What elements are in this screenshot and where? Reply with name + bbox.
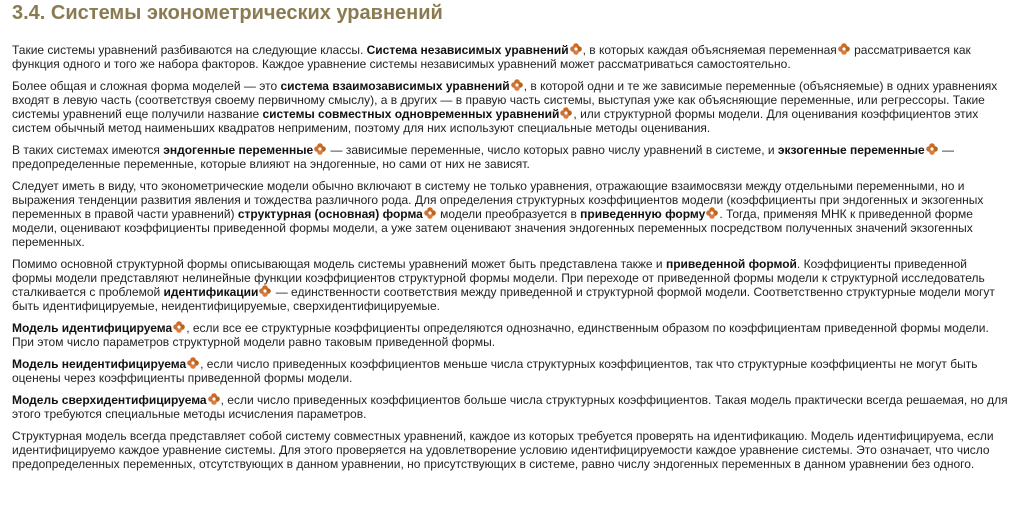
text-run: , если число приведенных коэффициентов меньше числа структурных коэффициентов, так что структурные коэффициенты не могут быть оценены через коэффициенты приведенной формы модели. [12,357,978,385]
paragraph [12,257,1008,313]
term: Модель неидентифицируема [12,357,187,371]
text-run: Более общая и сложная форма моделей — это [12,79,281,93]
paragraph [12,143,1008,171]
glossary-link-icon[interactable] [570,43,582,55]
text-run: В таких системах имеются [12,143,164,157]
text-run: , если число приведенных коэффициентов больше числа структурных коэффициентов. Такая модель практически всегда решаемая, но для этого требуются специальные методы исчисления параметров. [12,393,1008,421]
glossary-link-icon[interactable] [706,207,718,219]
paragraph [12,393,1008,421]
text-run: . Коэффициенты приведенной формы модели представляют нелинейные функции коэффициентов структурной формы модели. При переходе от приведенной формы модели к структурной исследователь сталкивается с проблемой [12,257,985,299]
glossary-link-icon[interactable] [511,79,523,91]
paragraph [12,179,1008,249]
paragraph [12,79,1008,135]
paragraph [12,429,1008,471]
glossary-link-icon[interactable] [314,143,326,155]
text-run: модели преобразуется в [436,207,581,221]
term: идентификации [163,285,259,299]
glossary-link-icon[interactable] [187,357,199,369]
text-run: — единственности соответствия между приведенной и структурной формой модели. Соответственно структурные модели могут быть идентифицируемые, неидентифицируемые, сверхидентифицируемые. [12,285,995,313]
text-run: , в которой одни и те же зависимые переменные (объясняемые) в одних уравнениях входят в левую часть (соответствуя своему первичному смыслу), а в других — в правую часть системы, выступая уже как объясняющие переменные, или регрессоры. Такие системы уравнений еще получили название [12,79,998,121]
article-body [12,43,1008,471]
text-run: рассматривается как функция одного и того же набора факторов. Каждое уравнение системы независимых уравнений может рассматриваться самостоятельно. [12,43,971,71]
term: системы совместных одновременных уравнений [262,107,560,121]
text-run: Помимо основной структурной формы описывающая модель системы уравнений может быть представлена также и [12,257,666,271]
term: экзогенные переменные [777,143,925,157]
term: система взаимозависимых уравнений [280,79,510,93]
term: приведенную форму [580,207,706,221]
text-run: , если все ее структурные коэффициенты определяются однозначно, единственным образом по коэффициентам приведенной формы модели. При этом число параметров структурной модели равно таковым приведенной формы. [12,321,989,349]
text-run: — зависимые переменные, число которых равно числу уравнений в системе, и [327,143,778,157]
term: приведенной формой [665,257,797,271]
glossary-link-icon[interactable] [838,43,850,55]
glossary-link-icon[interactable] [424,207,436,219]
text-run: Структурная модель всегда представляет собой систему совместных уравнений, каждое из которых требуется проверять на идентификацию. Модель идентифицируема, если идентифицируемо каждое уравнение системы. Для этого проверяется на удовлетворение условию идентифицируемости каждое уравнение системы. Это означает, что число предопределенных переменных, отсутствующих в данном уравнении, но присутствующих в системе, равно числу эндогенных переменных в данном уравнении без одного. [12,429,994,471]
glossary-link-icon[interactable] [173,321,185,333]
glossary-link-icon[interactable] [926,143,938,155]
text-run: , в которых каждая объясняемая переменная [582,43,837,57]
text-run: Следует иметь в виду, что эконометрические модели обычно включают в систему не только уравнения, отражающие взаимосвязи между отдельными переменными, но и выражения тенденции развития явления и тождества различного рода. Для определения структурных коэффициентов модели (коэффициенты при эндогенных и экзогенных переменных в правой части уравнений) [12,179,984,221]
term: Модель идентифицируема [12,321,173,335]
text-run: — предопределенные переменные, которые влияют на эндогенные, но сами от них не зависят. [12,143,955,171]
text-run: Такие системы уравнений разбиваются на следующие классы. [12,43,367,57]
paragraph [12,357,1008,385]
term: Система независимых уравнений [366,43,569,57]
term: Модель сверхидентифицируема [12,393,207,407]
glossary-link-icon[interactable] [560,107,572,119]
text-run: , или структурной формы модели. Для оценивания коэффициентов этих систем обычный метод наименьших квадратов неприменим, поэтому для них используют специальные методы оценивания. [12,107,979,135]
glossary-link-icon[interactable] [259,285,271,297]
page-title: 3.4. Системы эконометрических уравнений [12,2,443,24]
paragraph [12,43,1008,71]
glossary-link-icon[interactable] [208,393,220,405]
term: эндогенные переменные [163,143,314,157]
paragraph [12,321,1008,349]
text-run: . Тогда, применяя МНК к приведенной форме модели, оценивают коэффициенты приведенной формы модели, а уже затем оценивают значения эндогенных переменных посредством полученных значений экзогенных переменных. [12,207,973,249]
term: структурная (основная) форма [237,207,423,221]
